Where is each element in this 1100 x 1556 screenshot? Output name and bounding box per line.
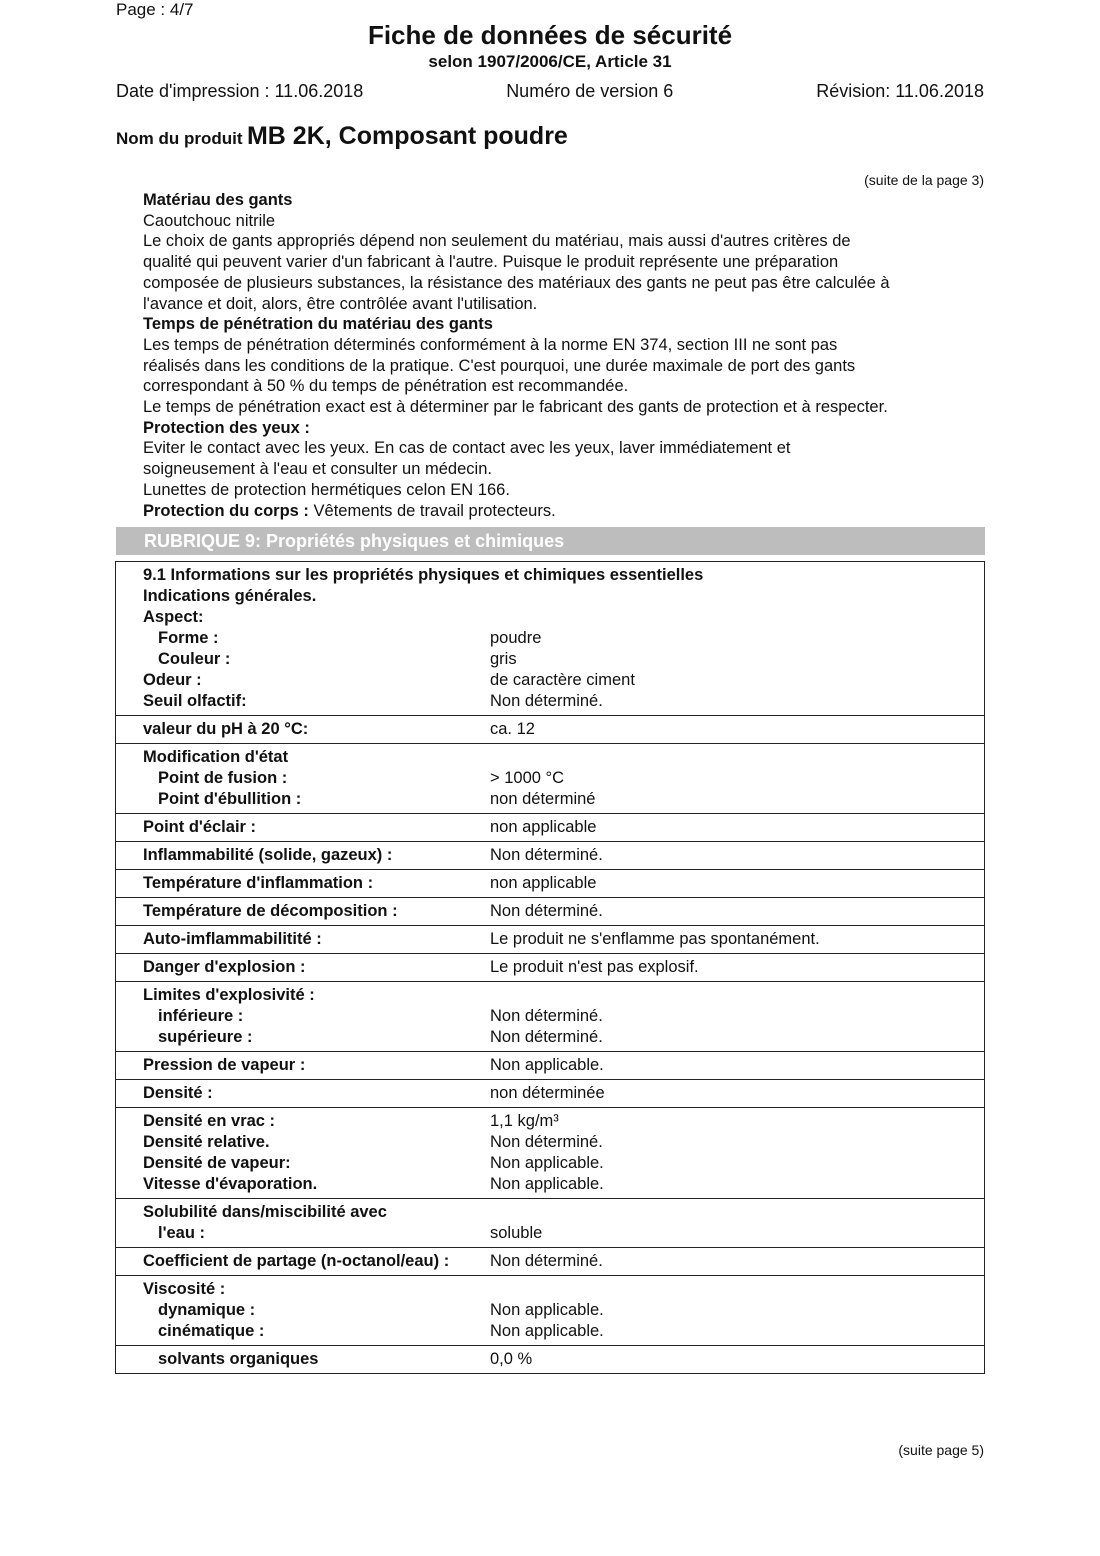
property-value: non applicable (490, 818, 597, 836)
property-row (116, 586, 984, 607)
properties-table (115, 561, 985, 1374)
property-row (116, 565, 984, 586)
property-row (116, 1202, 984, 1223)
revision-date: Révision: 11.06.2018 (816, 81, 984, 101)
property-row (116, 649, 984, 670)
property-group (116, 870, 984, 898)
property-row (116, 1083, 984, 1104)
property-label: Modification d'état (143, 748, 289, 766)
property-label: Solubilité dans/miscibilité avec (143, 1203, 387, 1221)
property-value: Non déterminé. (490, 902, 603, 920)
property-value: non déterminée (490, 1084, 605, 1102)
property-label: Vitesse d'évaporation. (143, 1175, 318, 1193)
property-label: Coefficient de partage (n-octanol/eau) : (143, 1252, 450, 1270)
section-9-header (116, 527, 985, 555)
property-row (116, 719, 984, 740)
property-label: Odeur : (143, 671, 202, 689)
property-group (116, 744, 984, 814)
property-group (116, 814, 984, 842)
property-value: > 1000 °C (490, 769, 565, 787)
property-label: Densité en vrac : (143, 1112, 276, 1130)
property-value: Non déterminé. (490, 1007, 603, 1025)
property-value: Non applicable. (490, 1322, 604, 1340)
property-label: Inflammabilité (solide, gazeux) : (143, 846, 393, 864)
property-row (116, 929, 984, 950)
property-value: Non déterminé. (490, 1252, 603, 1270)
property-label: Densité de vapeur: (143, 1154, 291, 1172)
product-name: MB 2K, Composant poudre (246, 122, 568, 150)
property-label: Limites d'explosivité : (143, 986, 315, 1004)
property-value: Non déterminé. (490, 1028, 603, 1046)
print-date: Date d'impression : 11.06.2018 (116, 81, 364, 101)
property-value: 1,1 kg/m³ (490, 1112, 559, 1130)
penetration-line: réalisés dans les conditions de la pratique. C'est pourquoi, une durée maximale de port des gants (143, 356, 856, 375)
property-group (116, 954, 984, 982)
property-label: inférieure : (158, 1007, 244, 1025)
property-row (116, 1321, 984, 1342)
property-group (116, 716, 984, 744)
property-label: valeur du pH à 20 °C: (143, 720, 309, 738)
glove-choice-line: qualité qui peuvent varier d'un fabricant à l'autre. Puisque le produit représente une préparation (143, 253, 839, 272)
property-value: soluble (490, 1224, 543, 1242)
property-row (116, 1174, 984, 1195)
property-value: poudre (490, 629, 542, 647)
property-group (116, 1346, 984, 1373)
version-number: Numéro de version 6 (506, 81, 674, 101)
property-label: l'eau : (158, 1224, 206, 1242)
property-value: gris (490, 650, 517, 668)
body-protection-heading: Protection du corps : (143, 501, 309, 520)
property-row (116, 1055, 984, 1076)
property-row (116, 768, 984, 789)
property-value: ca. 12 (490, 720, 535, 738)
property-value: non applicable (490, 874, 597, 892)
property-label: 9.1 Informations sur les propriétés physiques et chimiques essentielles (143, 566, 704, 584)
property-group (116, 926, 984, 954)
property-group (116, 1108, 984, 1199)
property-row (116, 747, 984, 768)
penetration-line: Les temps de pénétration déterminés conformément à la norme EN 374, section III ne sont pas (143, 335, 838, 354)
eye-protection-line: Lunettes de protection hermétiques celon EN 166. (143, 480, 510, 499)
page-number: Page : 4/7 (116, 0, 194, 19)
penetration-heading: Temps de pénétration du matériau des gants (143, 315, 493, 334)
property-row (116, 1153, 984, 1174)
glove-material: Caoutchouc nitrile (143, 211, 276, 230)
penetration-line: Le temps de pénétration exact est à déterminer par le fabricant des gants de protection et à respecter. (143, 398, 888, 417)
property-row (116, 873, 984, 894)
continued-to-note: (suite page 5) (898, 1442, 984, 1458)
property-group (116, 1080, 984, 1108)
glove-choice-line: composée de plusieurs substances, la résistance des matériaux des gants ne peut pas être calculée à (143, 273, 890, 292)
property-row (116, 1349, 984, 1370)
eye-protection-line: soigneusement à l'eau et consulter un médecin. (143, 460, 492, 479)
property-row (116, 957, 984, 978)
property-value: Non applicable. (490, 1301, 604, 1319)
property-row (116, 607, 984, 628)
property-value: Non applicable. (490, 1154, 604, 1172)
property-value: Le produit ne s'enflamme pas spontanément. (490, 930, 820, 948)
property-row (116, 817, 984, 838)
property-value: non déterminé (490, 790, 596, 808)
glove-choice-line: Le choix de gants appropriés dépend non seulement du matériau, mais aussi d'autres critères de (143, 232, 851, 251)
property-label: Seuil olfactif: (143, 692, 247, 710)
property-row (116, 901, 984, 922)
property-row (116, 1223, 984, 1244)
glove-material-heading: Matériau des gants (143, 191, 293, 209)
property-group (116, 982, 984, 1052)
continued-from-note: (suite de la page 3) (864, 172, 984, 188)
penetration-line: correspondant à 50 % du temps de pénétration est recommandée. (143, 377, 629, 396)
property-label: Pression de vapeur : (143, 1056, 306, 1074)
document-title: Fiche de données de sécurité (367, 20, 733, 50)
property-value: Le produit n'est pas explosif. (490, 958, 699, 976)
eye-protection-line: Eviter le contact avec les yeux. En cas de contact avec les yeux, laver immédiatement et (143, 439, 791, 458)
product-label: Nom du produit (116, 129, 243, 148)
property-label: solvants organiques (158, 1350, 319, 1368)
property-label: Couleur : (158, 650, 231, 668)
property-label: Température de décomposition : (143, 902, 398, 920)
document-meta-row (116, 81, 984, 102)
document-subtitle: selon 1907/2006/CE, Article 31 (428, 52, 672, 71)
property-label: supérieure : (158, 1028, 253, 1046)
property-row (116, 670, 984, 691)
property-label: Aspect: (143, 608, 204, 626)
property-label: Point d'éclair : (143, 818, 257, 836)
body-protection-text: Vêtements de travail protecteurs. (313, 501, 556, 520)
glove-choice-line: l'avance et doit, alors, être contrôlée avant l'utilisation. (143, 294, 538, 313)
property-row (116, 1251, 984, 1272)
property-value: Non applicable. (490, 1175, 604, 1193)
property-group (116, 1248, 984, 1276)
property-group (116, 842, 984, 870)
property-group (116, 1199, 984, 1248)
property-row (116, 845, 984, 866)
property-value: Non applicable. (490, 1056, 604, 1074)
property-row (116, 1027, 984, 1048)
property-label: Auto-imflammabilitité : (143, 930, 322, 948)
property-label: Forme : (158, 629, 219, 647)
property-label: Densité relative. (143, 1133, 270, 1151)
property-group (116, 562, 984, 716)
section-9-title: RUBRIQUE 9: Propriétés physiques et chimiques (144, 531, 565, 551)
property-label: cinématique : (158, 1322, 265, 1340)
property-row (116, 789, 984, 810)
property-label: Densité : (143, 1084, 213, 1102)
property-label: Indications générales. (143, 587, 317, 605)
property-value: 0,0 % (490, 1350, 533, 1368)
protection-section (143, 190, 988, 521)
property-value: de caractère ciment (490, 671, 635, 689)
property-group (116, 898, 984, 926)
property-group (116, 1052, 984, 1080)
property-label: dynamique : (158, 1301, 256, 1319)
eye-protection-heading: Protection des yeux : (143, 418, 310, 437)
property-row (116, 691, 984, 712)
property-value: Non déterminé. (490, 846, 603, 864)
property-value: Non déterminé. (490, 692, 603, 710)
property-label: Point d'ébullition : (158, 790, 302, 808)
property-row (116, 1279, 984, 1300)
property-label: Température d'inflammation : (143, 874, 374, 892)
property-row (116, 1132, 984, 1153)
property-value: Non déterminé. (490, 1133, 603, 1151)
property-row (116, 985, 984, 1006)
property-row (116, 1006, 984, 1027)
property-label: Viscosité : (143, 1280, 226, 1298)
property-row (116, 628, 984, 649)
property-label: Point de fusion : (158, 769, 288, 787)
property-group (116, 1276, 984, 1346)
property-row (116, 1111, 984, 1132)
property-label: Danger d'explosion : (143, 958, 306, 976)
product-name-line (116, 122, 568, 151)
property-row (116, 1300, 984, 1321)
